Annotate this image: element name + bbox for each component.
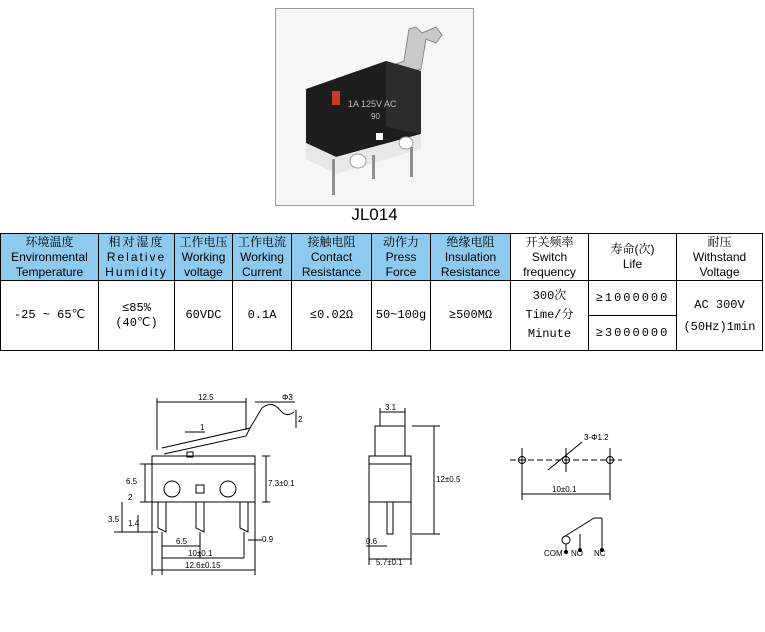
cell-current: 0.1A (233, 281, 292, 351)
dim-phi3: Φ3 (282, 393, 293, 402)
dim-3-phi: 3-Φ1.2 (584, 433, 609, 442)
dim-6-5-bottom: 6.5 (176, 537, 188, 546)
dim-holes-10: 10±0.1 (552, 485, 577, 494)
spec-table (0, 233, 763, 351)
dim-1: 1 (200, 423, 205, 432)
dim-0-9: 0.9 (262, 535, 274, 544)
dim-10: 10±0.1 (188, 549, 213, 558)
cell-life-2: ≥3000000 (589, 316, 677, 351)
label-com: COM (544, 549, 563, 558)
dim-3-1: 3.1 (385, 403, 397, 412)
table-row (1, 281, 763, 316)
header-press-force: 动作力 Press Force (372, 234, 431, 281)
cell-temperature: -25 ~ 65℃ (1, 281, 99, 351)
dim-3-5: 3.5 (108, 515, 120, 524)
header-voltage: 工作电压 Working voltage (175, 234, 233, 281)
header-contact-resistance: 接触电阻 Contact Resistance (292, 234, 372, 281)
cell-contact-resistance: ≤0.02Ω (292, 281, 372, 351)
header-life: 寿命(次) Life (589, 234, 677, 281)
dim-12-5: 12.5 (198, 393, 214, 402)
dim-2-top: 2 (298, 415, 303, 424)
header-humidity: 相对湿度 Relative Humidity (99, 234, 175, 281)
label-no: NO (571, 549, 583, 558)
cell-press-force: 50~100g (372, 281, 431, 351)
svg-text:1A 125V AC: 1A 125V AC (348, 99, 397, 109)
cell-humidity: ≤85% (40℃) (99, 281, 175, 351)
cell-withstand: AC 300V (50Hz)1min (677, 281, 763, 351)
table-header-row (1, 234, 763, 281)
dim-6-5-left: 6.5 (126, 477, 138, 486)
svg-text:90: 90 (371, 112, 380, 121)
dim-12-0-5: 12±0.5 (436, 475, 461, 484)
cell-voltage: 60VDC (175, 281, 233, 351)
header-temperature: 环境温度 Environmental Temperature (1, 234, 99, 281)
dim-5-7: 5.7±0.1 (376, 558, 403, 567)
label-nc: NC (594, 549, 606, 558)
dim-0-6: 0.6 (366, 537, 378, 546)
dim-7-3: 7.3±0.1 (268, 479, 295, 488)
dim-2-left: 2 (128, 493, 133, 502)
dim-12-6: 12.6±0.15 (185, 561, 221, 570)
header-insulation: 绝缘电阻 Insulation Resistance (431, 234, 511, 281)
cell-frequency: 300次 Time/分 Minute (511, 281, 589, 351)
header-frequency: 开关频率 Switch frequency (511, 234, 589, 281)
dimension-drawings (0, 360, 765, 632)
cell-life-1: ≥1000000 (589, 281, 677, 316)
header-withstand: 耐压 Withstand Voltage (677, 234, 763, 281)
product-photo (275, 8, 474, 206)
model-name: JL014 (351, 205, 398, 224)
switch-schematic (562, 518, 602, 552)
microswitch-image (276, 9, 473, 205)
dim-1-4: 1.4 (128, 519, 140, 528)
header-current: 工作电流 Working Current (233, 234, 292, 281)
cell-insulation: ≥500MΩ (431, 281, 511, 351)
